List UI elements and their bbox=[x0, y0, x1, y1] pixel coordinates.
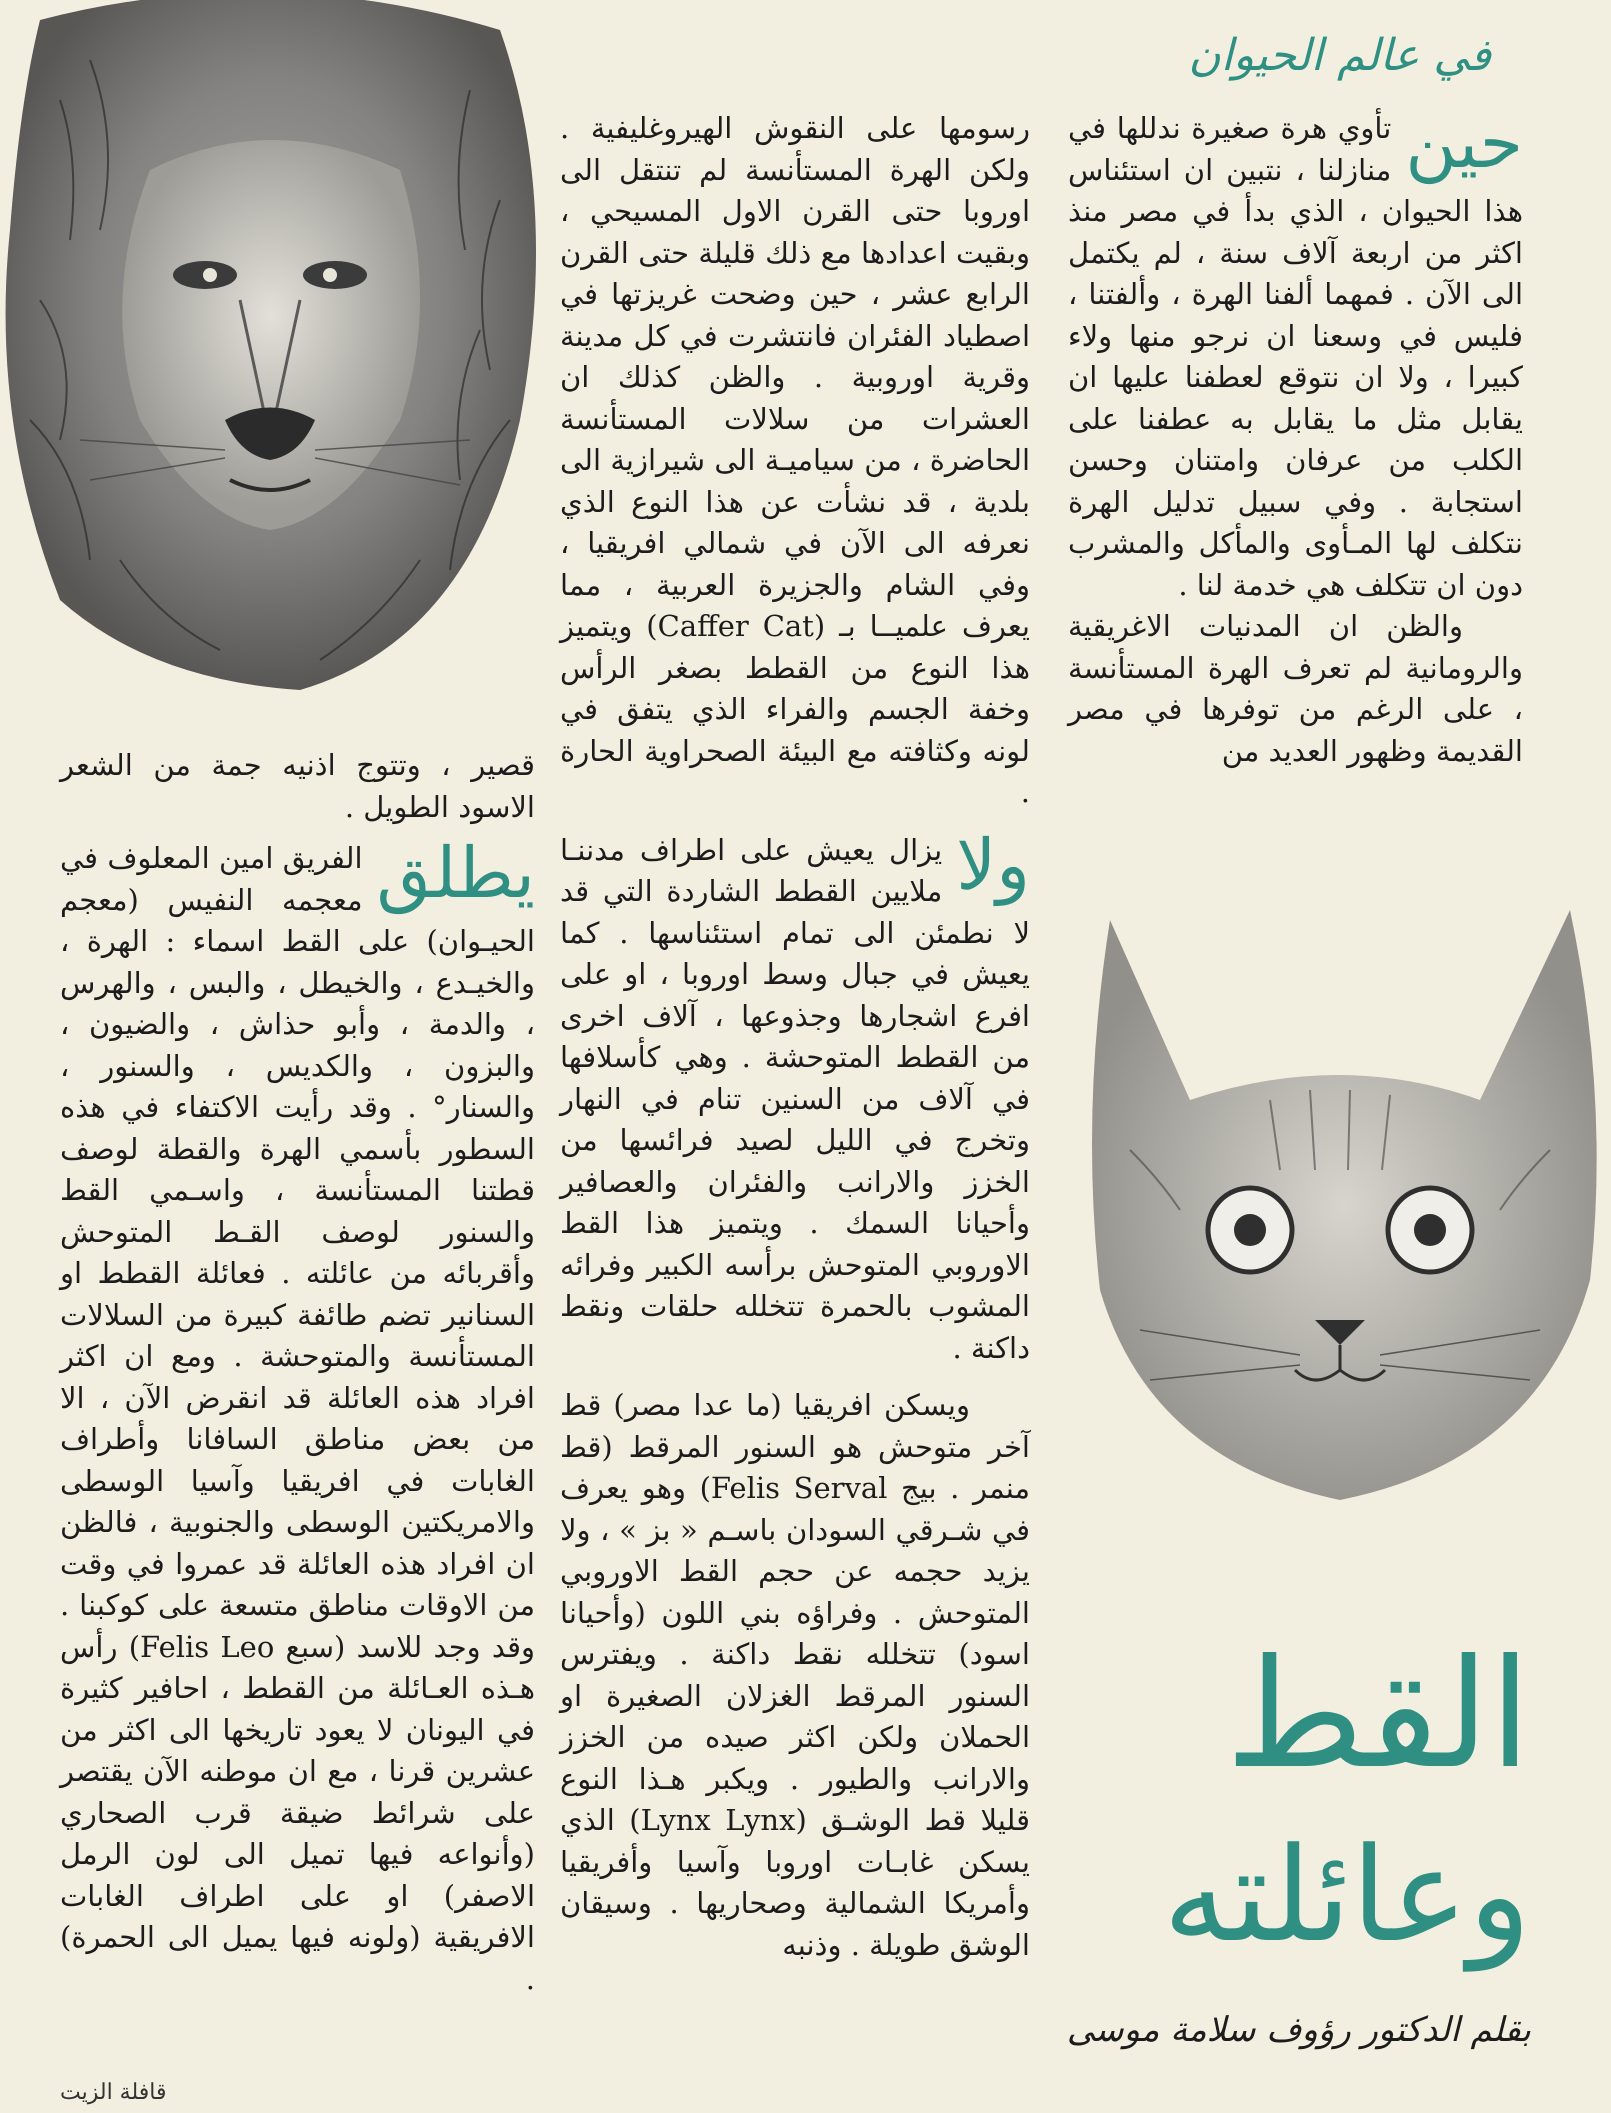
middle-column-paragraph-2: ولا يزال يعيش على اطراف مدننـا ملايين القطط الشاردة التي قد لا نطمئن الى تمام استئناسها . كما يعيش في جبال وسط اوروبا ، او على افرع اشجارها وجذوعها ، آلاف اخرى من القطط المتوحشة . وهي كأسلافها في آلاف من السنين تنام في النهار وتخرج في الليل لصيد فرائسها من الخزز والارانب والفئران والعصافير وأحيانا السمك . ويتميز هذا القط الاوروبي المتوحش برأسه الكبير وفرائه المشوب بالحمرة تتخلله حلقات ونقط داكنة . bbox=[560, 823, 1030, 1365]
middle-column bbox=[560, 108, 1030, 1966]
section-heading: في عالم الحيوان bbox=[1188, 30, 1491, 81]
right-column-paragraph-2: والظن ان المدنيات الاغريقية والرومانية لم تعرف الهرة المستأنسة ، على الرغم من توفرها في مصر القديمة وظهور العديد من bbox=[1068, 609, 1523, 768]
left-column bbox=[60, 745, 535, 2000]
lion-illustration bbox=[0, 0, 540, 690]
left-column-paragraph-1: قصير ، وتتوج اذنيه جمة من الشعر الاسود الطويل . bbox=[60, 748, 535, 824]
left-column-paragraph-2: يطلق الفريق امين المعلوف في معجمه النفيس (معجم الحيـوان) على القط اسماء : الهرة ، والخيـدع ، والخيطل ، والبس ، والهرس ، والدمة ، وأبو حذاش ، والضيون ، والبزون ، والكديس ، والسنور ، والسنار° . وقد رأيت الاكتفاء في هذه السطور بأسمي الهرة والقطة لوصف قطتنا المستأنسة ، واسـمي القط والسنور لوصف القـط المتوحش وأقربائه من عائلته . فعائلة القطط او السنانير تضم طائفة كبيرة من السلالات المستأنسة والمتوحشة . ومع ان اكثر افراد هذه العائلة قد انقرض الآن ، الا من بعض مناطق السافانا وأطراف الغابات في افريقيا وآسيا الوسطى والامريكتين الوسطى والجنوبية ، فالظن ان افراد هذه العائلة قد عمروا في وقت من الاوقات مناطق متسعة على كوكبنا . وقد وجد للاسد (سبع Felis Leo) رأس هـذه العـائلة من القطط ، احافير كثيرة في اليونان لا يعود تاريخها الى اكثر من عشرين قرنا ، مع ان موطنه الآن يقتصر على شرائط ضيقة قرب الصحاري (وأنواعه فيها تميل الى لون الرمل الاصفر) او على اطراف الغابات الافريقية (ولونه فيها يميل الى الحمرة) . bbox=[60, 832, 535, 1996]
byline: بقلم الدكتور رؤوف سلامة موسى bbox=[1066, 2010, 1531, 2050]
footer-publication: قافلة الزيت bbox=[60, 2080, 167, 2105]
middle-column-paragraph-3: ويسكن افريقيا (ما عدا مصر) قط آخر متوحش هو السنور المرقط (قط منمر . بيج Felis Serval) وهو يعرف في شـرقي السودان باسـم « بز » ، ولا يزيد حجمه عن حجم القط الاوروبي المتوحش . وفراؤه بني اللون (وأحيانا اسود) تتخلله نقط داكنة . ويفترس السنور المرقط الغزلان الصغيرة او الحملان ولكن اكثر صيده من الخزز والارانب والطيور . ويكبر هـذا النوع قليلا قط الوشـق (Lynx Lynx) الذي يسكن غابـات اوروبا وآسيا وأفريقيا وأمريكا الشمالية وصحاريها . وسيقان الوشق طويلة . وذنبه bbox=[560, 1388, 1031, 1962]
cat-illustration bbox=[1070, 900, 1611, 1540]
article-title-line1: القط bbox=[1225, 1628, 1531, 1802]
drop-word: ولا bbox=[956, 823, 1030, 906]
drop-word: يطلق bbox=[376, 832, 535, 914]
right-column bbox=[1068, 102, 1523, 772]
middle-column-paragraph-1: رسومها على النقوش الهيروغليفية . ولكن الهرة المستأنسة لم تنتقل الى اوروبا حتى القرن الاول المسيحي ، وبقيت اعدادها مع ذلك قليلة حتى القرن الرابع عشر ، حين وضحت غريزتها في اصطياد الفئران فانتشرت في كل مدينة وقرية اوروبية . والظن كذلك ان العشرات من سلالات المستأنسة الحاضرة ، من سياميـة الى شيرازية الى بلدية ، قد نشأت عن هذا النوع الذي نعرفه الى الآن في شمالي افريقيا ، وفي الشام والجزيرة العربية ، مما يعرف علميــا بـ (Caffer Cat) ويتميز هذا النوع من القطط بصغر الرأس وخفة الجسم والفراء الذي يتفق في لونه وكثافته مع البيئة الصحراوية الحارة . bbox=[560, 111, 1030, 809]
right-column-paragraph-1: حين تأوي هرة صغيرة ندللها في منازلنا ، نتبين ان استئناس هذا الحيوان ، الذي بدأ في مصر منذ اكثر من اربعة آلاف سنة ، لم يكتمل الى الآن . فمهما ألفنا الهرة ، وألفتنا ، فليس في وسعنا ان نرجو منها ولاء كبيرا ، ولا ان نتوقع لعطفنا عليها ان يقابل مثل ما يقابل به عطفنا على الكلب من عرفان وامتنان وحسن استجابة . وفي سبيل تدليل الهرة نتكلف لها المـأوى والمأكل والمشرب دون ان تتكلف هي خدمة لنا . bbox=[1068, 102, 1523, 602]
drop-word: حين bbox=[1405, 102, 1523, 184]
article-title-line2: وعائلته bbox=[1162, 1819, 1531, 1971]
